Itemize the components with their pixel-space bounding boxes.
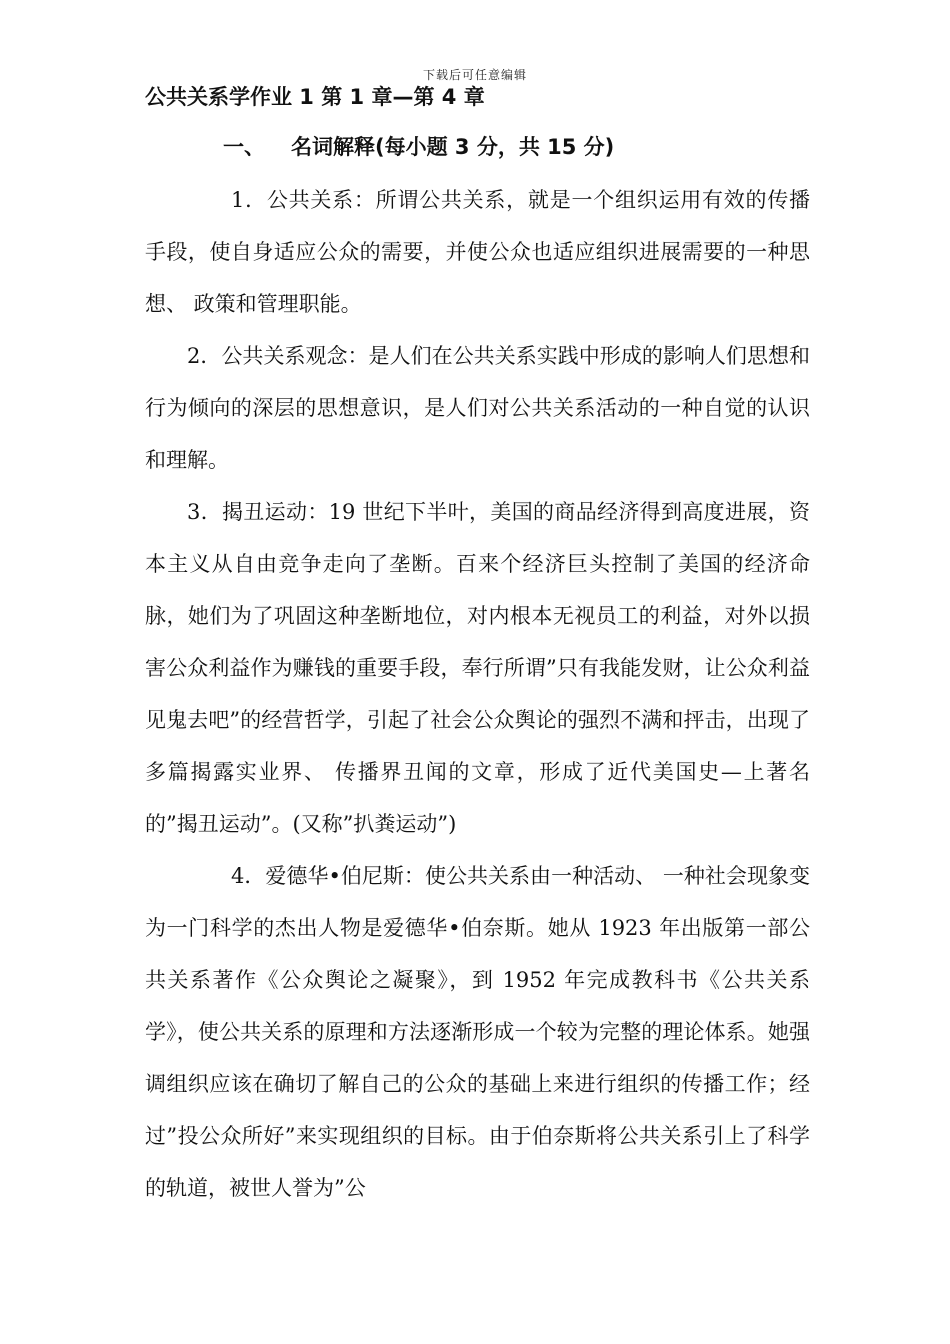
page-header-note: 下载后可任意编辑: [422, 68, 527, 82]
document-body: [145, 80, 810, 1214]
section-number: 一、: [223, 135, 265, 159]
term-definition-4: 4．爱德华•伯尼斯：使公共关系由一种活动、 一种社会现象变为一门科学的杰出人物是爱德华•伯奈斯。她从 1923 年出版第一部公共关系著作《公众舆论之凝聚》，到 1952 年完成教科书《公共关系学》，使公共关系的原理和方法逐渐形成一个较为完整的理论体系。她强调组织应该在确切了解自己的公众的基础上来进行组织的传播工作；经过”投公众所好”来实现组织的目标。由于伯奈斯将公共关系引上了科学的轨道，被世人誉为”公: [145, 864, 810, 1200]
document-title: 公共关系学作业 1 第 1 章—第 4 章: [145, 85, 485, 109]
term-definition-1: 1．公共关系：所谓公共关系，就是一个组织运用有效的传播手段，使自身适应公众的需要，并使公众也适应组织进展需要的一种思想、 政策和管理职能。: [145, 188, 810, 316]
section-label: 名词解释(每小题 3 分，共 15 分): [291, 135, 615, 159]
section-heading: [145, 130, 810, 164]
term-definition-3: 3．揭丑运动：19 世纪下半叶，美国的商品经济得到高度进展，资本主义从自由竞争走向了垄断。百来个经济巨头控制了美国的经济命脉，她们为了巩固这种垄断地位，对内根本无视员工的利益，对外以损害公众利益作为赚钱的重要手段，奉行所谓”只有我能发财，让公众利益见鬼去吧”的经营哲学，引起了社会公众舆论的强烈不满和抨击，出现了 多篇揭露实业界、 传播界丑闻的文章，形成了近代美国史—上著名的”揭丑运动”。(又称”扒粪运动”): [145, 500, 810, 836]
term-definition-2: 2．公共关系观念：是人们在公共关系实践中形成的影响人们思想和行为倾向的深层的思想意识，是人们对公共关系活动的一种自觉的认识和理解。: [145, 344, 810, 472]
